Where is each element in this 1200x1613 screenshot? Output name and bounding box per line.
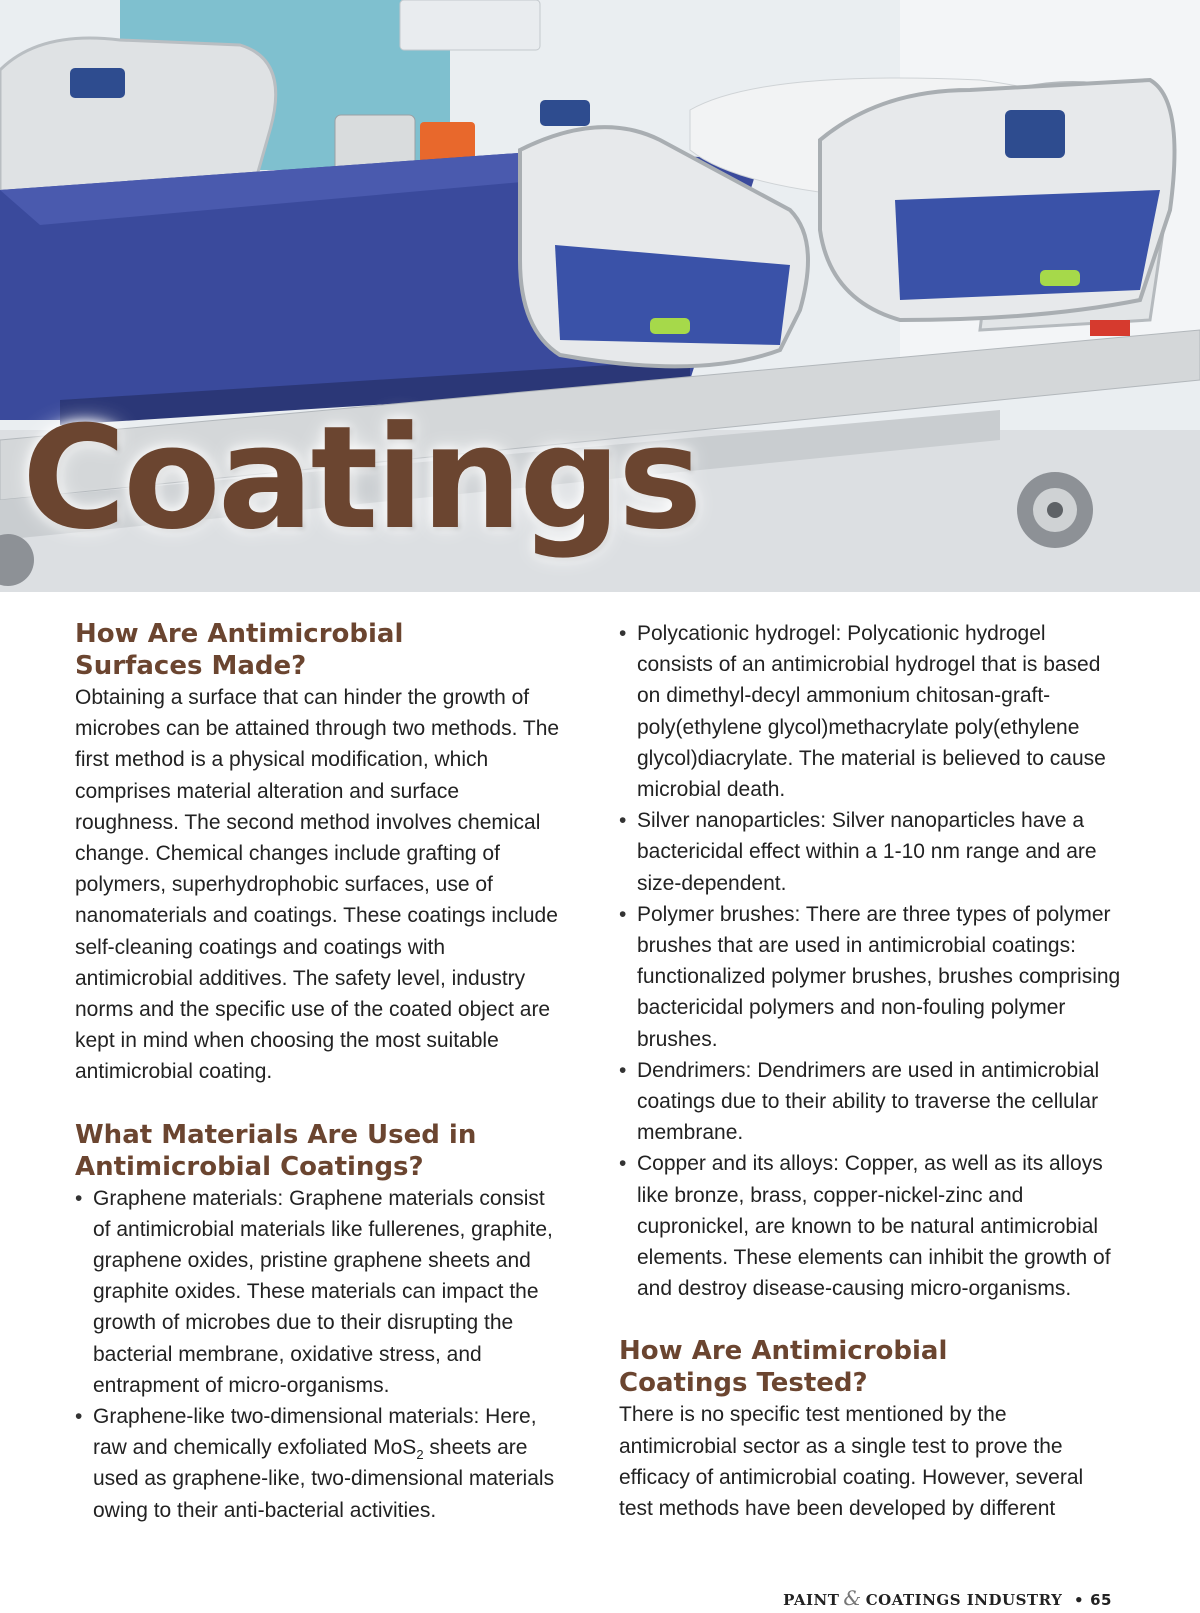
subscript: 2 <box>416 1447 424 1463</box>
separator: • <box>1074 1591 1085 1609</box>
right-column <box>619 618 1129 1524</box>
page-number: 65 <box>1090 1591 1112 1609</box>
ampersand: & <box>843 1586 862 1610</box>
body-paragraph: Obtaining a surface that can hinder the growth of microbes can be attained through two methods. The first method is a physical modification, which comprises material alteration and surface roughness. The second method involves chemical change. Chemical changes include grafting of polymers, superhydrophobic surfaces, use of nanomaterials and coatings. These coatings include self-cleaning coatings and coatings with antimicrobial additives. The safety level, industry norms and the specific use of the coated object are kept in mind when choosing the most suitable antimicrobial coating. <box>75 686 560 1084</box>
list-item-text: Graphene-like two-dimensional materials: Here, raw and chemically exfoliated MoS <box>93 1405 537 1460</box>
body-paragraph: There is no specific test mentioned by the antimicrobial sector as a single test to prove the efficacy of antimicrobial coating. However, several test methods have been developed by different <box>619 1403 1084 1521</box>
list-item: • Copper and its alloys: Copper, as well as its alloys like bronze, brass, copper-nickel-zinc and cupronickel, are known to be natural antimicrobial elements. These elements can inhibit the growth of and destroy disease-causing micro-organisms. <box>619 1148 1124 1304</box>
section-heading: What Materials Are Used in Antimicrobial Coatings? <box>75 1119 477 1182</box>
list-item-text: sheets are used as graphene-like, two-dimensional materials owing to their anti-bacterial activities. <box>93 1436 555 1522</box>
left-column <box>75 618 585 1526</box>
list-item: • Graphene materials: Graphene materials consist of antimicrobial materials like fullerenes, graphite, graphene oxides, pristine graphene sheets and graphite oxides. These materials can impact the growth of microbes due to their disrupting the bacterial membrane, oxidative stress, and entrapment of micro-organisms. <box>75 1183 565 1401</box>
section-heading: How Are Antimicrobial Coatings Tested? <box>619 1336 948 1399</box>
magazine-name: PAINT <box>783 1591 840 1609</box>
hero-photo <box>0 0 1200 592</box>
bullet-list <box>75 1183 565 1526</box>
list-item: • Dendrimers: Dendrimers are used in antimicrobial coatings due to their ability to traverse the cellular membrane. <box>619 1055 1124 1149</box>
list-item: • Silver nanoparticles: Silver nanoparticles have a bactericidal effect within a 1-10 nm range and are size-dependent. <box>619 805 1124 899</box>
page-footer <box>783 1586 1112 1610</box>
list-item: • Polycationic hydrogel: Polycationic hydrogel consists of an antimicrobial hydrogel that is based on dimethyl-decyl ammonium chitosan-graft-poly(ethylene glycol)methacrylate poly(ethylene glycol)diacrylate. The material is believed to cause microbial death. <box>619 618 1124 805</box>
bullet-list <box>619 618 1124 1304</box>
magazine-name: COATINGS INDUSTRY <box>865 1591 1063 1609</box>
page-title: Coatings <box>22 396 700 561</box>
section-heading: How Are Antimicrobial Surfaces Made? <box>75 619 404 681</box>
list-item: • Polymer brushes: There are three types of polymer brushes that are used in antimicrobial coatings: functionalized polymer brushes, brushes comprising bactericidal polymers and non-fouling polymer brushes. <box>619 899 1124 1055</box>
list-item <box>75 1401 565 1526</box>
